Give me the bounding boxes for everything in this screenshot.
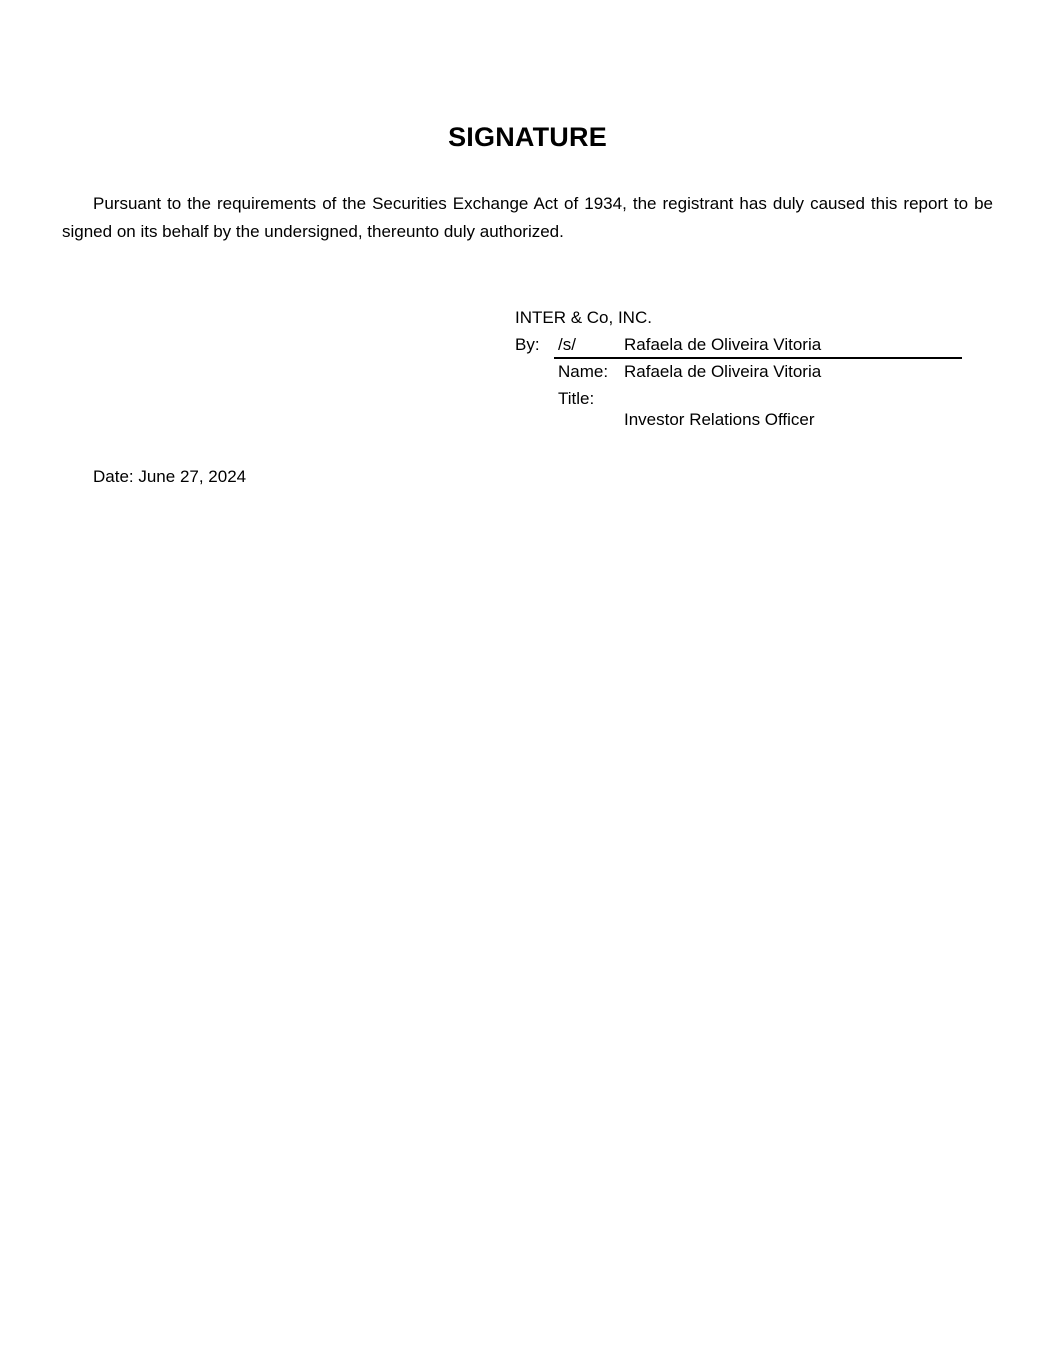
date-line: Date: June 27, 2024 [93, 467, 247, 486]
page-title: SIGNATURE [448, 122, 607, 152]
signature-line [554, 357, 962, 359]
signature-statement: Pursuant to the requirements of the Securities Exchange Act of 1934, the registrant has duly caused this report to be signed on its behalf by the undersigned, thereunto duly authorized. [62, 194, 993, 241]
signature-mark: /s/ [558, 335, 576, 354]
title-label: Title: [558, 389, 595, 408]
company-name: INTER & Co, INC. [515, 308, 652, 327]
signature-name: Rafaela de Oliveira Vitoria [624, 335, 822, 354]
title-value: Investor Relations Officer [624, 410, 815, 429]
name-value: Rafaela de Oliveira Vitoria [624, 362, 822, 381]
name-label: Name: [558, 362, 609, 381]
by-label: By: [515, 335, 540, 354]
